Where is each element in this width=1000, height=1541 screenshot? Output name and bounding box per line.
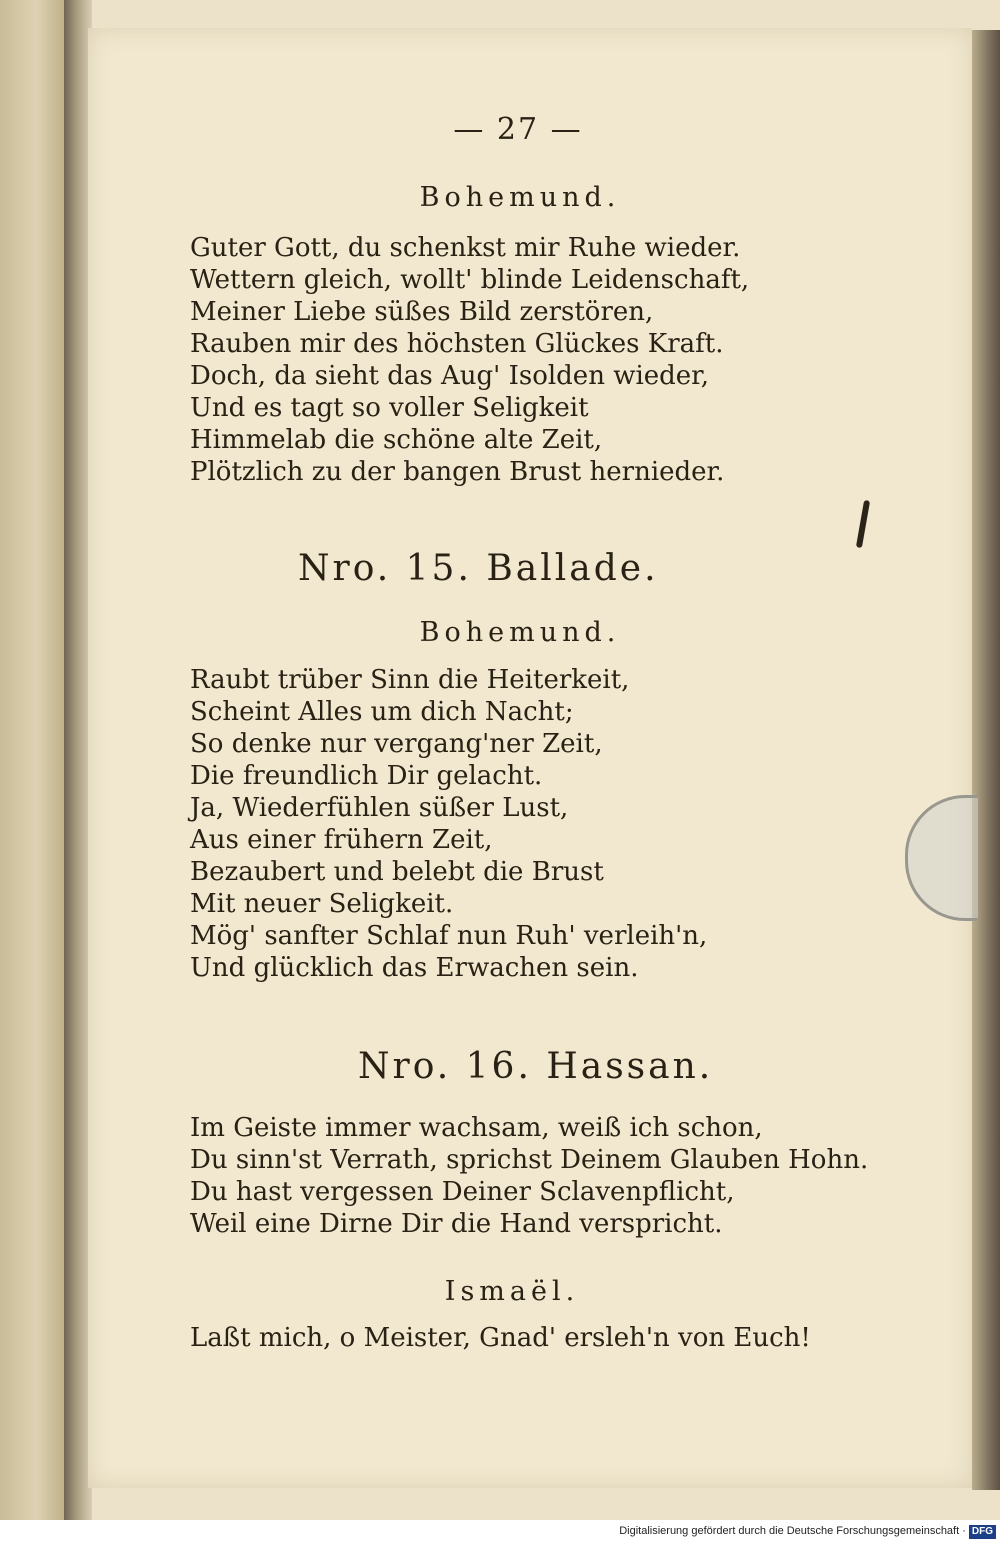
digitization-credit xyxy=(560,1522,996,1540)
verse-block xyxy=(190,664,707,984)
dfg-logo: DFG xyxy=(969,1525,996,1539)
verse-line: Im Geiste immer wachsam, weiß ich schon, xyxy=(190,1113,763,1143)
verse-line: Und es tagt so voller Seligkeit xyxy=(190,393,589,423)
verse-line: Du sinn'st Verrath, sprichst Deinem Glauben Hohn. xyxy=(190,1145,869,1175)
verse-line: Aus einer frühern Zeit, xyxy=(190,825,493,855)
verse-line: Wettern gleich, wollt' blinde Leidenschaft, xyxy=(190,265,750,295)
speaker-heading: Bohemund. xyxy=(419,182,621,213)
verse-line: Bezaubert und belebt die Brust xyxy=(190,857,604,887)
verse-line: Laßt mich, o Meister, Gnad' ersleh'n von Euch! xyxy=(190,1323,811,1353)
verse-line: Mög' sanfter Schlaf nun Ruh' verleih'n, xyxy=(190,921,708,951)
section-title: Nro. 15. Ballade. xyxy=(298,548,659,589)
verse-line: Raubt trüber Sinn die Heiterkeit, xyxy=(190,665,630,695)
verse-line: Meiner Liebe süßes Bild zerstören, xyxy=(190,297,654,327)
verse-line: Und glücklich das Erwachen sein. xyxy=(190,953,639,983)
verse-line: Scheint Alles um dich Nacht; xyxy=(190,697,574,727)
verse-line: Mit neuer Seligkeit. xyxy=(190,889,454,919)
section-title: Nro. 16. Hassan. xyxy=(358,1046,714,1087)
verse-line: Guter Gott, du schenkst mir Ruhe wieder. xyxy=(190,233,741,263)
verse-block xyxy=(190,1112,868,1240)
verse-line: Rauben mir des höchsten Glückes Kraft. xyxy=(190,329,724,359)
page-number: — 27 — xyxy=(453,112,583,147)
page-edge xyxy=(972,30,1000,1490)
facing-page-edge xyxy=(0,0,66,1520)
credit-text: Digitalisierung gefördert durch die Deutsche Forschungsgemeinschaft · xyxy=(619,1525,966,1537)
speaker-heading: Ismaël. xyxy=(444,1276,580,1307)
verse-line: So denke nur vergang'ner Zeit, xyxy=(190,729,603,759)
verse-line: Die freundlich Dir gelacht. xyxy=(190,761,543,791)
verse-block xyxy=(190,232,749,488)
verse-line: Doch, da sieht das Aug' Isolden wieder, xyxy=(190,361,710,391)
verse-line: Du hast vergessen Deiner Sclavenpflicht, xyxy=(190,1177,735,1207)
verse-line: Weil eine Dirne Dir die Hand verspricht. xyxy=(190,1209,723,1239)
verse-line: Himmelab die schöne alte Zeit, xyxy=(190,425,603,455)
verse-line: Ja, Wiederfühlen süßer Lust, xyxy=(190,793,569,823)
speaker-heading: Bohemund. xyxy=(419,617,621,648)
verse-line: Plötzlich zu der bangen Brust hernieder. xyxy=(190,457,725,487)
verse-block xyxy=(190,1322,811,1354)
